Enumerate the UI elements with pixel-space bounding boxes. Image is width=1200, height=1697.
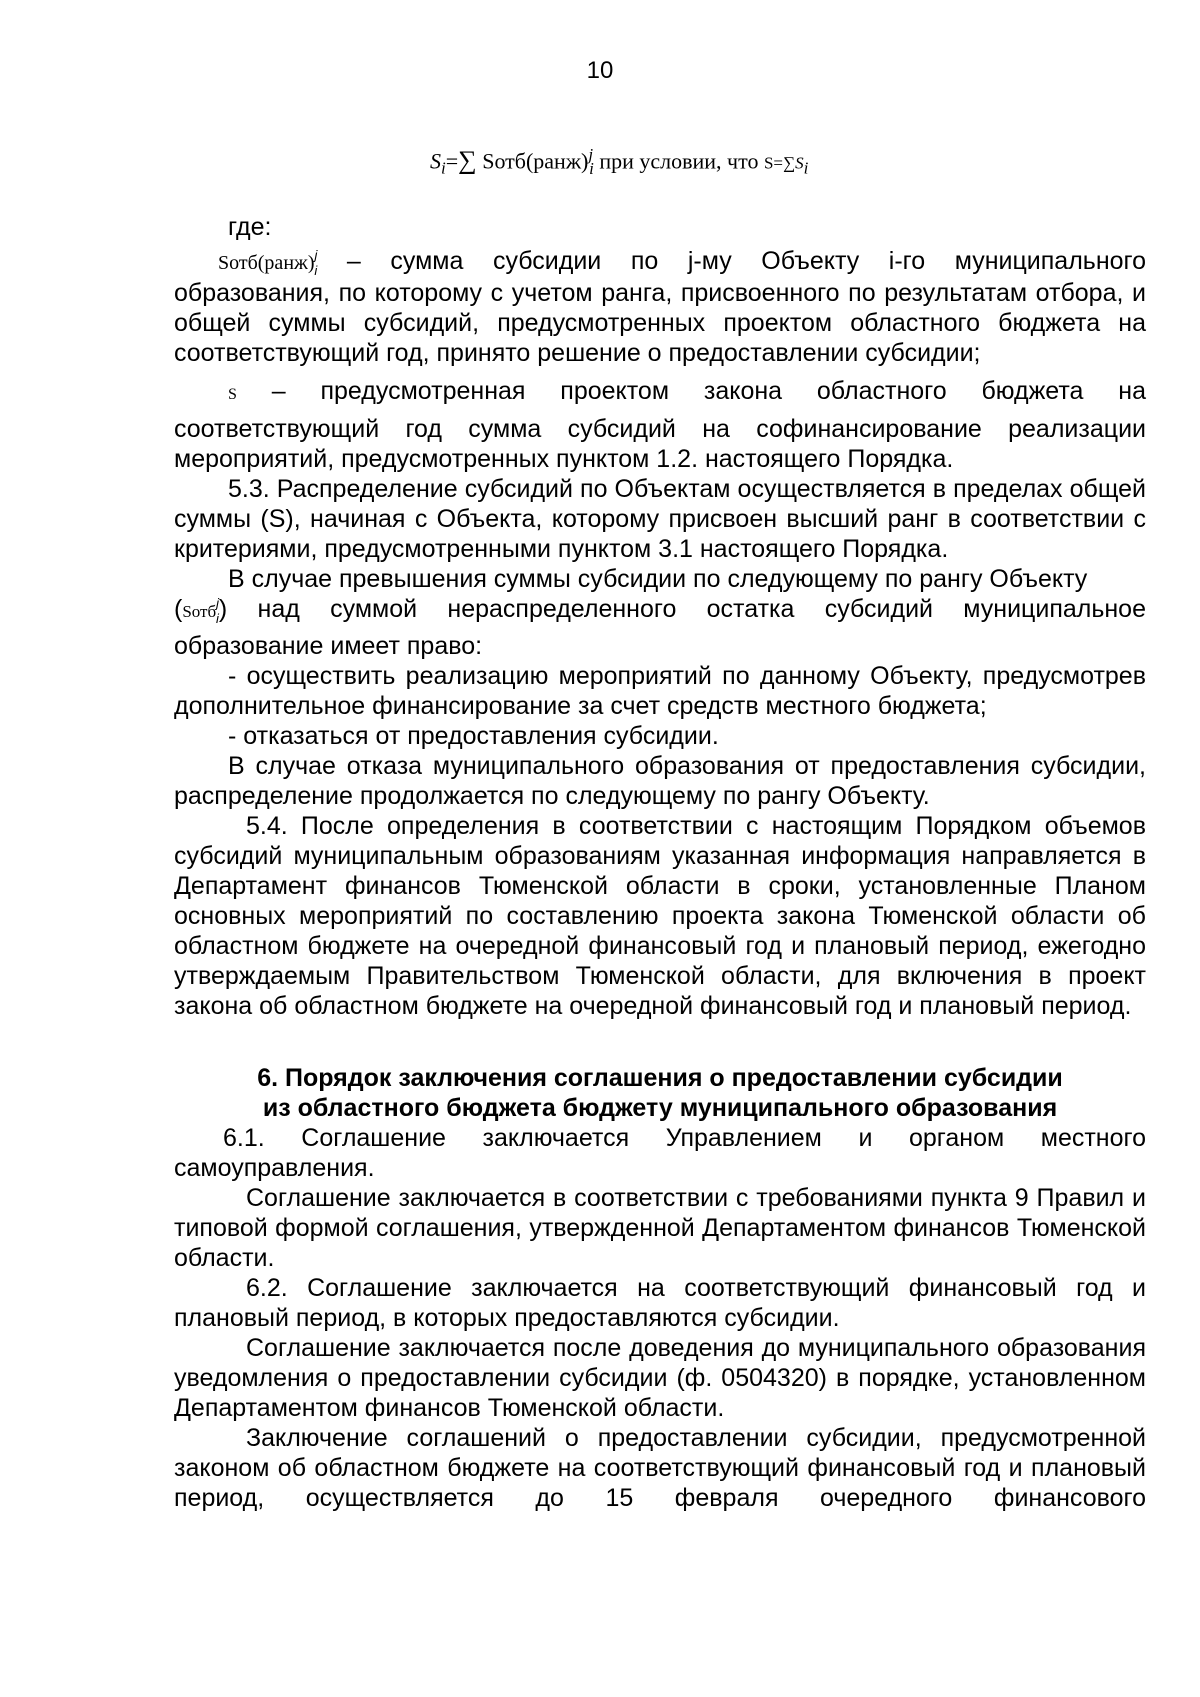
paragraph-6-2-b: Соглашение заключается после доведения до муниципального образования уведомления о предоставлении субсидии (ф. 0504320) в порядке, установленном Департаментом финансов Тюменской области.	[174, 1334, 1146, 1422]
paragraph-excess-second-line	[174, 594, 1146, 627]
formula-eq: =	[445, 148, 459, 174]
definition-2-text-first: – предусмотренная проектом закона областного бюджета на	[271, 377, 1146, 405]
paragraph-6-1-b: Соглашение заключается в соответствии с требованиями пункта 9 Правил и типовой формой соглашения, утвержденной Департаментом финансов Тюменской области.	[174, 1184, 1146, 1272]
formula-lhs: S	[430, 148, 441, 174]
paragraph-excess-rest: образование имеет право:	[174, 632, 483, 660]
option-2: - отказаться от предоставления субсидии.	[228, 722, 719, 750]
excess-sup: j	[216, 595, 220, 611]
option-1: - осуществить реализацию мероприятий по данному Объекту, предусмотрев дополнительное финансирование за счет средств местного бюджета;	[174, 662, 1146, 720]
excess-symbol: Sотб	[182, 602, 217, 621]
paragraph-5-4: 5.4. После определения в соответствии с настоящим Порядком объемов субсидий муниципальным образованиям указанная информация направляется в Департамент финансов Тюменской области в сроки, установленные Планом основных мероприятий по составлению проекта закона Тюменской области об областном бюджете на очередной финансовый год и плановый период, ежегодно утверждаемым Правительством Тюменской области, для включения в проект закона об областном бюджете на очередной финансовый год и плановый период.	[174, 812, 1146, 1020]
excess-sub: i	[216, 611, 219, 626]
section-6-title-line-1: 6. Порядок заключения соглашения о предоставлении субсидии	[257, 1064, 1063, 1092]
formula-rhs-sub: i	[803, 158, 809, 178]
paragraph-excess-first: В случае превышения суммы субсидии по следующему по рангу Объекту	[228, 565, 1088, 593]
definition-1-sub: i	[314, 263, 318, 278]
definition-1-sup: j	[314, 247, 318, 263]
paragraph-6-2: 6.2. Соглашение заключается на соответствующий финансовый год и плановый период, в которых предоставляются субсидии.	[174, 1274, 1146, 1332]
paragraph-refusal: В случае отказа муниципального образования от предоставления субсидии, распределение продолжается по следующему по рангу Объекту.	[174, 752, 1146, 810]
formula-sum: ∑	[458, 145, 477, 175]
formula-rhs-sum: ∑	[783, 153, 796, 173]
definition-1-text-first: – сумма субсидии по j-му Объекту i-го муниципального	[346, 247, 1146, 275]
formula-term: Sотб(ранж)	[482, 148, 589, 174]
definition-2-first-line	[174, 376, 1146, 410]
excess-open-paren: (	[174, 595, 183, 623]
page-number: 10	[586, 57, 614, 84]
formula-condition: при условии, что	[599, 148, 759, 174]
paragraph-6-1: 6.1. Соглашение заключается Управлением и органом местного самоуправления.	[174, 1124, 1146, 1182]
formula-rhs-s: S	[795, 153, 804, 173]
section-6-title-line-2: из областного бюджета бюджету муниципального образования	[262, 1094, 1058, 1122]
excess-second-text: над суммой нераспределенного остатка субсидий муниципальное	[257, 595, 1146, 623]
definition-1-first-line	[174, 246, 1146, 278]
formula-term-sub: i	[589, 158, 594, 178]
definition-1-text: образования, по которому с учетом ранга, присвоенного по результатам отбора, и общей суммы субсидий, предусмотренных проектом областного бюджета на соответствующий год, принято решение о предоставлении субсидии;	[174, 279, 1146, 367]
paragraph-5-3: 5.3. Распределение субсидий по Объектам осуществляется в пределах общей суммы (S), начиная с Объекта, которому присвоен высший ранг в соответствии с критериями, предусмотренными пунктом 3.1 настоящего Порядка.	[174, 475, 1146, 563]
section-6-heading	[174, 1063, 1146, 1123]
definition-2-symbol: S	[228, 386, 237, 403]
definition-1-symbol: Sотб(ранж)	[218, 252, 315, 274]
document-body	[174, 212, 1146, 1513]
formula-term-sup: j	[588, 145, 594, 164]
formula-rhs: S=	[763, 153, 783, 173]
paragraph-last: Заключение соглашений о предоставлении субсидии, предусмотренной законом об областном бюджете на соответствующий финансовый год и плановый период, осуществляется до 15 февраля очередного финансового	[174, 1424, 1146, 1512]
definition-2-text: соответствующий год сумма субсидий на софинансирование реализации мероприятий, предусмотренных пунктом 1.2. настоящего Порядка.	[174, 415, 1146, 473]
distribution-formula	[430, 140, 808, 184]
where-label: где:	[228, 213, 272, 241]
formula-lhs-sub: i	[441, 158, 446, 178]
excess-close-paren: )	[218, 595, 228, 623]
